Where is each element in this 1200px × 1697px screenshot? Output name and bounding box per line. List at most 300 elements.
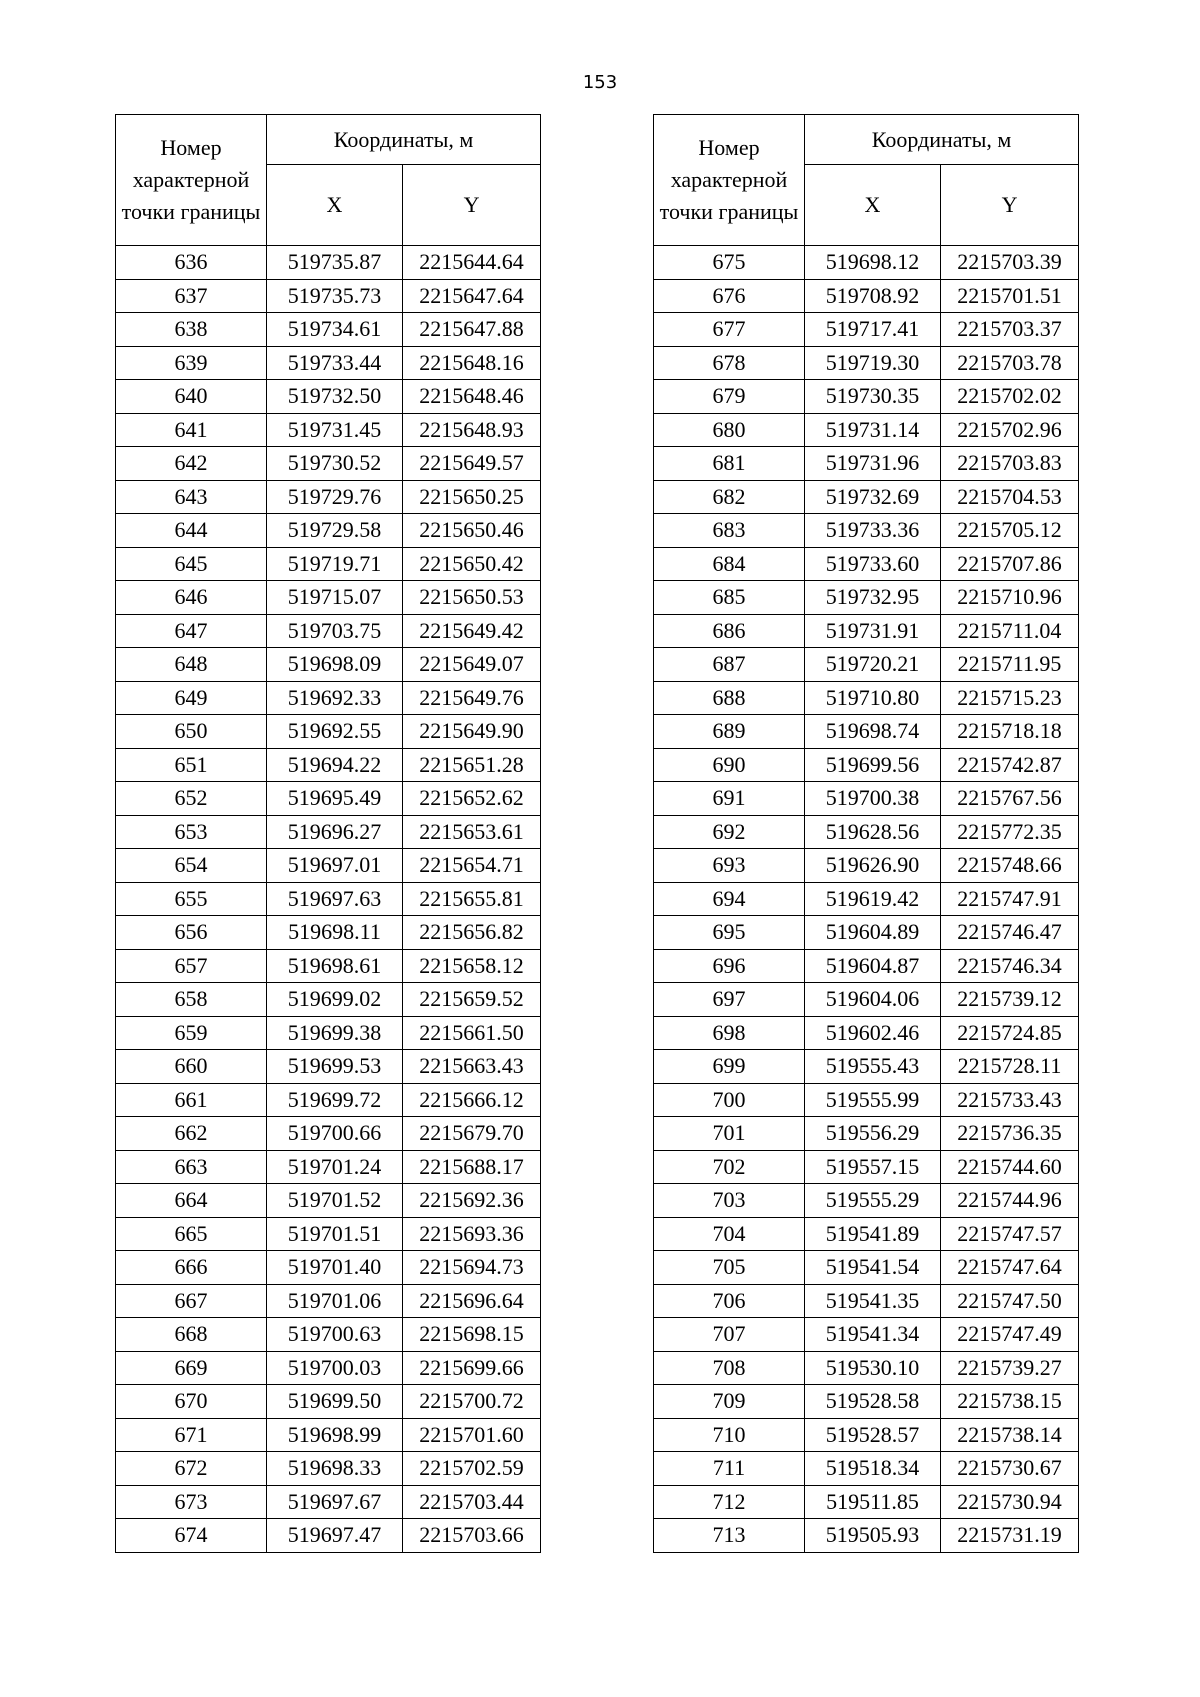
- table-row: [116, 447, 541, 481]
- y-coordinate-cell: 2215747.50: [941, 1284, 1079, 1318]
- point-number-cell: 668: [116, 1318, 267, 1352]
- point-number-cell: 681: [654, 447, 805, 481]
- point-number-cell: 640: [116, 380, 267, 414]
- point-number-cell: 687: [654, 648, 805, 682]
- y-coordinate-cell: 2215744.96: [941, 1184, 1079, 1218]
- table-row: [654, 1150, 1079, 1184]
- point-number-cell: 697: [654, 983, 805, 1017]
- x-coordinate-cell: 519715.07: [267, 581, 403, 615]
- y-coordinate-cell: 2215703.78: [941, 346, 1079, 380]
- x-coordinate-cell: 519541.89: [805, 1217, 941, 1251]
- table-row: [116, 1418, 541, 1452]
- point-number-cell: 676: [654, 279, 805, 313]
- table-row: [116, 1251, 541, 1285]
- x-coordinate-cell: 519541.35: [805, 1284, 941, 1318]
- x-coordinate-cell: 519555.43: [805, 1050, 941, 1084]
- y-coordinate-cell: 2215702.02: [941, 380, 1079, 414]
- point-number-cell: 680: [654, 413, 805, 447]
- x-coordinate-cell: 519733.44: [267, 346, 403, 380]
- point-number-cell: 706: [654, 1284, 805, 1318]
- table-row: [116, 246, 541, 280]
- table-row: [116, 916, 541, 950]
- point-number-cell: 662: [116, 1117, 267, 1151]
- y-coordinate-cell: 2215658.12: [403, 949, 541, 983]
- x-coordinate-cell: 519694.22: [267, 748, 403, 782]
- point-number-cell: 707: [654, 1318, 805, 1352]
- y-coordinate-cell: 2215772.35: [941, 815, 1079, 849]
- point-number-cell: 702: [654, 1150, 805, 1184]
- table-row: [654, 681, 1079, 715]
- x-coordinate-cell: 519626.90: [805, 849, 941, 883]
- table-row: [116, 1351, 541, 1385]
- y-coordinate-cell: 2215767.56: [941, 782, 1079, 816]
- point-number-cell: 651: [116, 748, 267, 782]
- table-row: [116, 1318, 541, 1352]
- y-coordinate-cell: 2215649.76: [403, 681, 541, 715]
- x-coordinate-cell: 519697.01: [267, 849, 403, 883]
- y-coordinate-cell: 2215644.64: [403, 246, 541, 280]
- y-coordinate-cell: 2215659.52: [403, 983, 541, 1017]
- x-coordinate-cell: 519733.60: [805, 547, 941, 581]
- point-number-cell: 674: [116, 1519, 267, 1553]
- point-number-cell: 666: [116, 1251, 267, 1285]
- y-coordinate-cell: 2215652.62: [403, 782, 541, 816]
- x-coordinate-cell: 519700.66: [267, 1117, 403, 1151]
- point-number-cell: 709: [654, 1385, 805, 1419]
- point-number-cell: 689: [654, 715, 805, 749]
- point-number-cell: 696: [654, 949, 805, 983]
- y-coordinate-cell: 2215649.07: [403, 648, 541, 682]
- y-coordinate-cell: 2215733.43: [941, 1083, 1079, 1117]
- x-coordinate-cell: 519699.50: [267, 1385, 403, 1419]
- y-coordinate-cell: 2215653.61: [403, 815, 541, 849]
- y-coordinate-cell: 2215705.12: [941, 514, 1079, 548]
- x-coordinate-cell: 519700.03: [267, 1351, 403, 1385]
- y-coordinate-cell: 2215656.82: [403, 916, 541, 950]
- x-coordinate-cell: 519698.12: [805, 246, 941, 280]
- y-coordinate-cell: 2215655.81: [403, 882, 541, 916]
- x-coordinate-cell: 519701.06: [267, 1284, 403, 1318]
- x-coordinate-cell: 519708.92: [805, 279, 941, 313]
- table-row: [654, 1016, 1079, 1050]
- point-number-cell: 671: [116, 1418, 267, 1452]
- x-coordinate-cell: 519692.33: [267, 681, 403, 715]
- x-coordinate-cell: 519697.67: [267, 1485, 403, 1519]
- x-coordinate-cell: 519628.56: [805, 815, 941, 849]
- x-coordinate-cell: 519701.24: [267, 1150, 403, 1184]
- table-row: [116, 1150, 541, 1184]
- table-row: [654, 246, 1079, 280]
- point-number-cell: 658: [116, 983, 267, 1017]
- point-number-cell: 642: [116, 447, 267, 481]
- table-row: [116, 1385, 541, 1419]
- y-coordinate-cell: 2215746.34: [941, 949, 1079, 983]
- x-coordinate-cell: 519698.11: [267, 916, 403, 950]
- y-coordinate-cell: 2215679.70: [403, 1117, 541, 1151]
- x-coordinate-cell: 519698.74: [805, 715, 941, 749]
- x-coordinate-cell: 519698.09: [267, 648, 403, 682]
- point-number-cell: 659: [116, 1016, 267, 1050]
- y-coordinate-cell: 2215747.49: [941, 1318, 1079, 1352]
- x-coordinate-cell: 519505.93: [805, 1519, 941, 1553]
- point-number-cell: 695: [654, 916, 805, 950]
- table-row: [116, 983, 541, 1017]
- header-x: X: [805, 165, 941, 246]
- x-coordinate-cell: 519720.21: [805, 648, 941, 682]
- table-row: [654, 279, 1079, 313]
- point-number-cell: 656: [116, 916, 267, 950]
- point-number-cell: 691: [654, 782, 805, 816]
- x-coordinate-cell: 519604.87: [805, 949, 941, 983]
- point-number-cell: 711: [654, 1452, 805, 1486]
- x-coordinate-cell: 519717.41: [805, 313, 941, 347]
- table-row: [654, 1217, 1079, 1251]
- y-coordinate-cell: 2215711.95: [941, 648, 1079, 682]
- point-number-cell: 700: [654, 1083, 805, 1117]
- y-coordinate-cell: 2215747.91: [941, 882, 1079, 916]
- point-number-cell: 655: [116, 882, 267, 916]
- table-row: [116, 313, 541, 347]
- table-row: [116, 1452, 541, 1486]
- table-row: [654, 1184, 1079, 1218]
- table-row: [116, 1217, 541, 1251]
- point-number-cell: 698: [654, 1016, 805, 1050]
- x-coordinate-cell: 519701.40: [267, 1251, 403, 1285]
- table-row: [116, 648, 541, 682]
- x-coordinate-cell: 519735.73: [267, 279, 403, 313]
- table-row: [654, 346, 1079, 380]
- y-coordinate-cell: 2215648.93: [403, 413, 541, 447]
- table-row: [116, 581, 541, 615]
- table-row: [116, 949, 541, 983]
- y-coordinate-cell: 2215703.37: [941, 313, 1079, 347]
- y-coordinate-cell: 2215704.53: [941, 480, 1079, 514]
- x-coordinate-cell: 519555.29: [805, 1184, 941, 1218]
- x-coordinate-cell: 519729.58: [267, 514, 403, 548]
- x-coordinate-cell: 519619.42: [805, 882, 941, 916]
- y-coordinate-cell: 2215703.83: [941, 447, 1079, 481]
- x-coordinate-cell: 519701.52: [267, 1184, 403, 1218]
- x-coordinate-cell: 519528.57: [805, 1418, 941, 1452]
- x-coordinate-cell: 519511.85: [805, 1485, 941, 1519]
- point-number-cell: 638: [116, 313, 267, 347]
- y-coordinate-cell: 2215692.36: [403, 1184, 541, 1218]
- point-number-cell: 672: [116, 1452, 267, 1486]
- x-coordinate-cell: 519729.76: [267, 480, 403, 514]
- y-coordinate-cell: 2215710.96: [941, 581, 1079, 615]
- table-row: [654, 715, 1079, 749]
- y-coordinate-cell: 2215746.47: [941, 916, 1079, 950]
- x-coordinate-cell: 519692.55: [267, 715, 403, 749]
- x-coordinate-cell: 519555.99: [805, 1083, 941, 1117]
- x-coordinate-cell: 519528.58: [805, 1385, 941, 1419]
- x-coordinate-cell: 519732.69: [805, 480, 941, 514]
- point-number-cell: 710: [654, 1418, 805, 1452]
- point-number-cell: 679: [654, 380, 805, 414]
- coordinates-table-left: [115, 114, 541, 1553]
- y-coordinate-cell: 2215649.57: [403, 447, 541, 481]
- point-number-cell: 673: [116, 1485, 267, 1519]
- y-coordinate-cell: 2215694.73: [403, 1251, 541, 1285]
- header-coordinates: Координаты, м: [805, 115, 1079, 165]
- point-number-cell: 647: [116, 614, 267, 648]
- x-coordinate-cell: 519557.15: [805, 1150, 941, 1184]
- x-coordinate-cell: 519604.89: [805, 916, 941, 950]
- table-row: [654, 782, 1079, 816]
- y-coordinate-cell: 2215747.64: [941, 1251, 1079, 1285]
- point-number-cell: 636: [116, 246, 267, 280]
- table-row: [116, 815, 541, 849]
- y-coordinate-cell: 2215730.67: [941, 1452, 1079, 1486]
- x-coordinate-cell: 519730.52: [267, 447, 403, 481]
- x-coordinate-cell: 519518.34: [805, 1452, 941, 1486]
- table-row: [654, 648, 1079, 682]
- table-row: [116, 514, 541, 548]
- point-number-cell: 657: [116, 949, 267, 983]
- table-row: [654, 547, 1079, 581]
- point-number-cell: 660: [116, 1050, 267, 1084]
- x-coordinate-cell: 519733.36: [805, 514, 941, 548]
- point-number-cell: 644: [116, 514, 267, 548]
- x-coordinate-cell: 519697.47: [267, 1519, 403, 1553]
- table-row: [116, 748, 541, 782]
- x-coordinate-cell: 519700.63: [267, 1318, 403, 1352]
- x-coordinate-cell: 519730.35: [805, 380, 941, 414]
- point-number-cell: 688: [654, 681, 805, 715]
- table-row: [654, 815, 1079, 849]
- y-coordinate-cell: 2215701.60: [403, 1418, 541, 1452]
- table-row: [116, 782, 541, 816]
- point-number-cell: 649: [116, 681, 267, 715]
- header-coordinates: Координаты, м: [267, 115, 541, 165]
- table-row: [116, 346, 541, 380]
- point-number-cell: 692: [654, 815, 805, 849]
- table-row: [654, 614, 1079, 648]
- point-number-cell: 690: [654, 748, 805, 782]
- header-point-number: Номер характерной точки границы: [654, 115, 805, 246]
- header-y: Y: [403, 165, 541, 246]
- y-coordinate-cell: 2215715.23: [941, 681, 1079, 715]
- x-coordinate-cell: 519698.61: [267, 949, 403, 983]
- point-number-cell: 712: [654, 1485, 805, 1519]
- point-number-cell: 705: [654, 1251, 805, 1285]
- x-coordinate-cell: 519701.51: [267, 1217, 403, 1251]
- x-coordinate-cell: 519700.38: [805, 782, 941, 816]
- y-coordinate-cell: 2215650.25: [403, 480, 541, 514]
- table-row: [654, 413, 1079, 447]
- y-coordinate-cell: 2215702.96: [941, 413, 1079, 447]
- y-coordinate-cell: 2215693.36: [403, 1217, 541, 1251]
- table-row: [116, 1284, 541, 1318]
- x-coordinate-cell: 519734.61: [267, 313, 403, 347]
- table-row: [116, 681, 541, 715]
- table-row: [654, 748, 1079, 782]
- y-coordinate-cell: 2215701.51: [941, 279, 1079, 313]
- table-row: [654, 1351, 1079, 1385]
- point-number-cell: 637: [116, 279, 267, 313]
- point-number-cell: 653: [116, 815, 267, 849]
- point-number-cell: 685: [654, 581, 805, 615]
- x-coordinate-cell: 519696.27: [267, 815, 403, 849]
- x-coordinate-cell: 519732.95: [805, 581, 941, 615]
- point-number-cell: 663: [116, 1150, 267, 1184]
- y-coordinate-cell: 2215661.50: [403, 1016, 541, 1050]
- header-point-number: Номер характерной точки границы: [116, 115, 267, 246]
- y-coordinate-cell: 2215699.66: [403, 1351, 541, 1385]
- point-number-cell: 703: [654, 1184, 805, 1218]
- header-x: X: [267, 165, 403, 246]
- point-number-cell: 713: [654, 1519, 805, 1553]
- table-row: [116, 413, 541, 447]
- y-coordinate-cell: 2215738.14: [941, 1418, 1079, 1452]
- y-coordinate-cell: 2215731.19: [941, 1519, 1079, 1553]
- y-coordinate-cell: 2215696.64: [403, 1284, 541, 1318]
- y-coordinate-cell: 2215647.64: [403, 279, 541, 313]
- y-coordinate-cell: 2215724.85: [941, 1016, 1079, 1050]
- x-coordinate-cell: 519698.99: [267, 1418, 403, 1452]
- y-coordinate-cell: 2215703.44: [403, 1485, 541, 1519]
- y-coordinate-cell: 2215742.87: [941, 748, 1079, 782]
- table-row: [654, 1117, 1079, 1151]
- table-row: [116, 1184, 541, 1218]
- y-coordinate-cell: 2215648.46: [403, 380, 541, 414]
- point-number-cell: 670: [116, 1385, 267, 1419]
- y-coordinate-cell: 2215736.35: [941, 1117, 1079, 1151]
- x-coordinate-cell: 519541.34: [805, 1318, 941, 1352]
- x-coordinate-cell: 519699.72: [267, 1083, 403, 1117]
- y-coordinate-cell: 2215650.46: [403, 514, 541, 548]
- point-number-cell: 654: [116, 849, 267, 883]
- point-number-cell: 650: [116, 715, 267, 749]
- table-row: [116, 1485, 541, 1519]
- point-number-cell: 652: [116, 782, 267, 816]
- table-row: [116, 279, 541, 313]
- table-row: [116, 1117, 541, 1151]
- table-row: [654, 1385, 1079, 1419]
- table-row: [116, 547, 541, 581]
- table-row: [116, 614, 541, 648]
- x-coordinate-cell: 519719.71: [267, 547, 403, 581]
- table-row: [654, 916, 1079, 950]
- table-row: [116, 480, 541, 514]
- x-coordinate-cell: 519731.45: [267, 413, 403, 447]
- y-coordinate-cell: 2215739.27: [941, 1351, 1079, 1385]
- table-row: [654, 882, 1079, 916]
- x-coordinate-cell: 519530.10: [805, 1351, 941, 1385]
- table-row: [654, 581, 1079, 615]
- y-coordinate-cell: 2215748.66: [941, 849, 1079, 883]
- table-row: [654, 1251, 1079, 1285]
- table-row: [654, 380, 1079, 414]
- y-coordinate-cell: 2215650.53: [403, 581, 541, 615]
- table-row: [654, 1519, 1079, 1553]
- table-row: [116, 380, 541, 414]
- y-coordinate-cell: 2215651.28: [403, 748, 541, 782]
- point-number-cell: 693: [654, 849, 805, 883]
- page-number: 153: [582, 72, 618, 93]
- point-number-cell: 648: [116, 648, 267, 682]
- y-coordinate-cell: 2215648.16: [403, 346, 541, 380]
- point-number-cell: 677: [654, 313, 805, 347]
- y-coordinate-cell: 2215649.90: [403, 715, 541, 749]
- point-number-cell: 645: [116, 547, 267, 581]
- table-row: [116, 882, 541, 916]
- point-number-cell: 704: [654, 1217, 805, 1251]
- x-coordinate-cell: 519602.46: [805, 1016, 941, 1050]
- point-number-cell: 678: [654, 346, 805, 380]
- table-row: [116, 849, 541, 883]
- table-row: [654, 1284, 1079, 1318]
- y-coordinate-cell: 2215730.94: [941, 1485, 1079, 1519]
- point-number-cell: 686: [654, 614, 805, 648]
- table-row: [116, 1083, 541, 1117]
- point-number-cell: 664: [116, 1184, 267, 1218]
- table-row: [654, 1452, 1079, 1486]
- y-coordinate-cell: 2215728.11: [941, 1050, 1079, 1084]
- y-coordinate-cell: 2215700.72: [403, 1385, 541, 1419]
- x-coordinate-cell: 519731.96: [805, 447, 941, 481]
- table-row: [654, 1485, 1079, 1519]
- x-coordinate-cell: 519699.02: [267, 983, 403, 1017]
- x-coordinate-cell: 519695.49: [267, 782, 403, 816]
- table-row: [654, 949, 1079, 983]
- table-row: [116, 1050, 541, 1084]
- x-coordinate-cell: 519699.56: [805, 748, 941, 782]
- point-number-cell: 675: [654, 246, 805, 280]
- y-coordinate-cell: 2215649.42: [403, 614, 541, 648]
- header-y: Y: [941, 165, 1079, 246]
- point-number-cell: 682: [654, 480, 805, 514]
- y-coordinate-cell: 2215739.12: [941, 983, 1079, 1017]
- point-number-cell: 646: [116, 581, 267, 615]
- y-coordinate-cell: 2215744.60: [941, 1150, 1079, 1184]
- x-coordinate-cell: 519541.54: [805, 1251, 941, 1285]
- x-coordinate-cell: 519556.29: [805, 1117, 941, 1151]
- point-number-cell: 661: [116, 1083, 267, 1117]
- point-number-cell: 667: [116, 1284, 267, 1318]
- y-coordinate-cell: 2215718.18: [941, 715, 1079, 749]
- point-number-cell: 669: [116, 1351, 267, 1385]
- table-row: [654, 514, 1079, 548]
- x-coordinate-cell: 519735.87: [267, 246, 403, 280]
- point-number-cell: 708: [654, 1351, 805, 1385]
- x-coordinate-cell: 519703.75: [267, 614, 403, 648]
- table-row: [116, 1519, 541, 1553]
- table-row: [654, 983, 1079, 1017]
- y-coordinate-cell: 2215688.17: [403, 1150, 541, 1184]
- table-row: [654, 849, 1079, 883]
- table-row: [116, 1016, 541, 1050]
- y-coordinate-cell: 2215698.15: [403, 1318, 541, 1352]
- point-number-cell: 699: [654, 1050, 805, 1084]
- y-coordinate-cell: 2215747.57: [941, 1217, 1079, 1251]
- table-row: [116, 715, 541, 749]
- point-number-cell: 683: [654, 514, 805, 548]
- coordinates-table-right: [653, 114, 1079, 1553]
- point-number-cell: 684: [654, 547, 805, 581]
- y-coordinate-cell: 2215650.42: [403, 547, 541, 581]
- x-coordinate-cell: 519604.06: [805, 983, 941, 1017]
- x-coordinate-cell: 519731.14: [805, 413, 941, 447]
- table-row: [654, 313, 1079, 347]
- x-coordinate-cell: 519698.33: [267, 1452, 403, 1486]
- y-coordinate-cell: 2215703.66: [403, 1519, 541, 1553]
- point-number-cell: 641: [116, 413, 267, 447]
- point-number-cell: 694: [654, 882, 805, 916]
- x-coordinate-cell: 519732.50: [267, 380, 403, 414]
- x-coordinate-cell: 519719.30: [805, 346, 941, 380]
- y-coordinate-cell: 2215666.12: [403, 1083, 541, 1117]
